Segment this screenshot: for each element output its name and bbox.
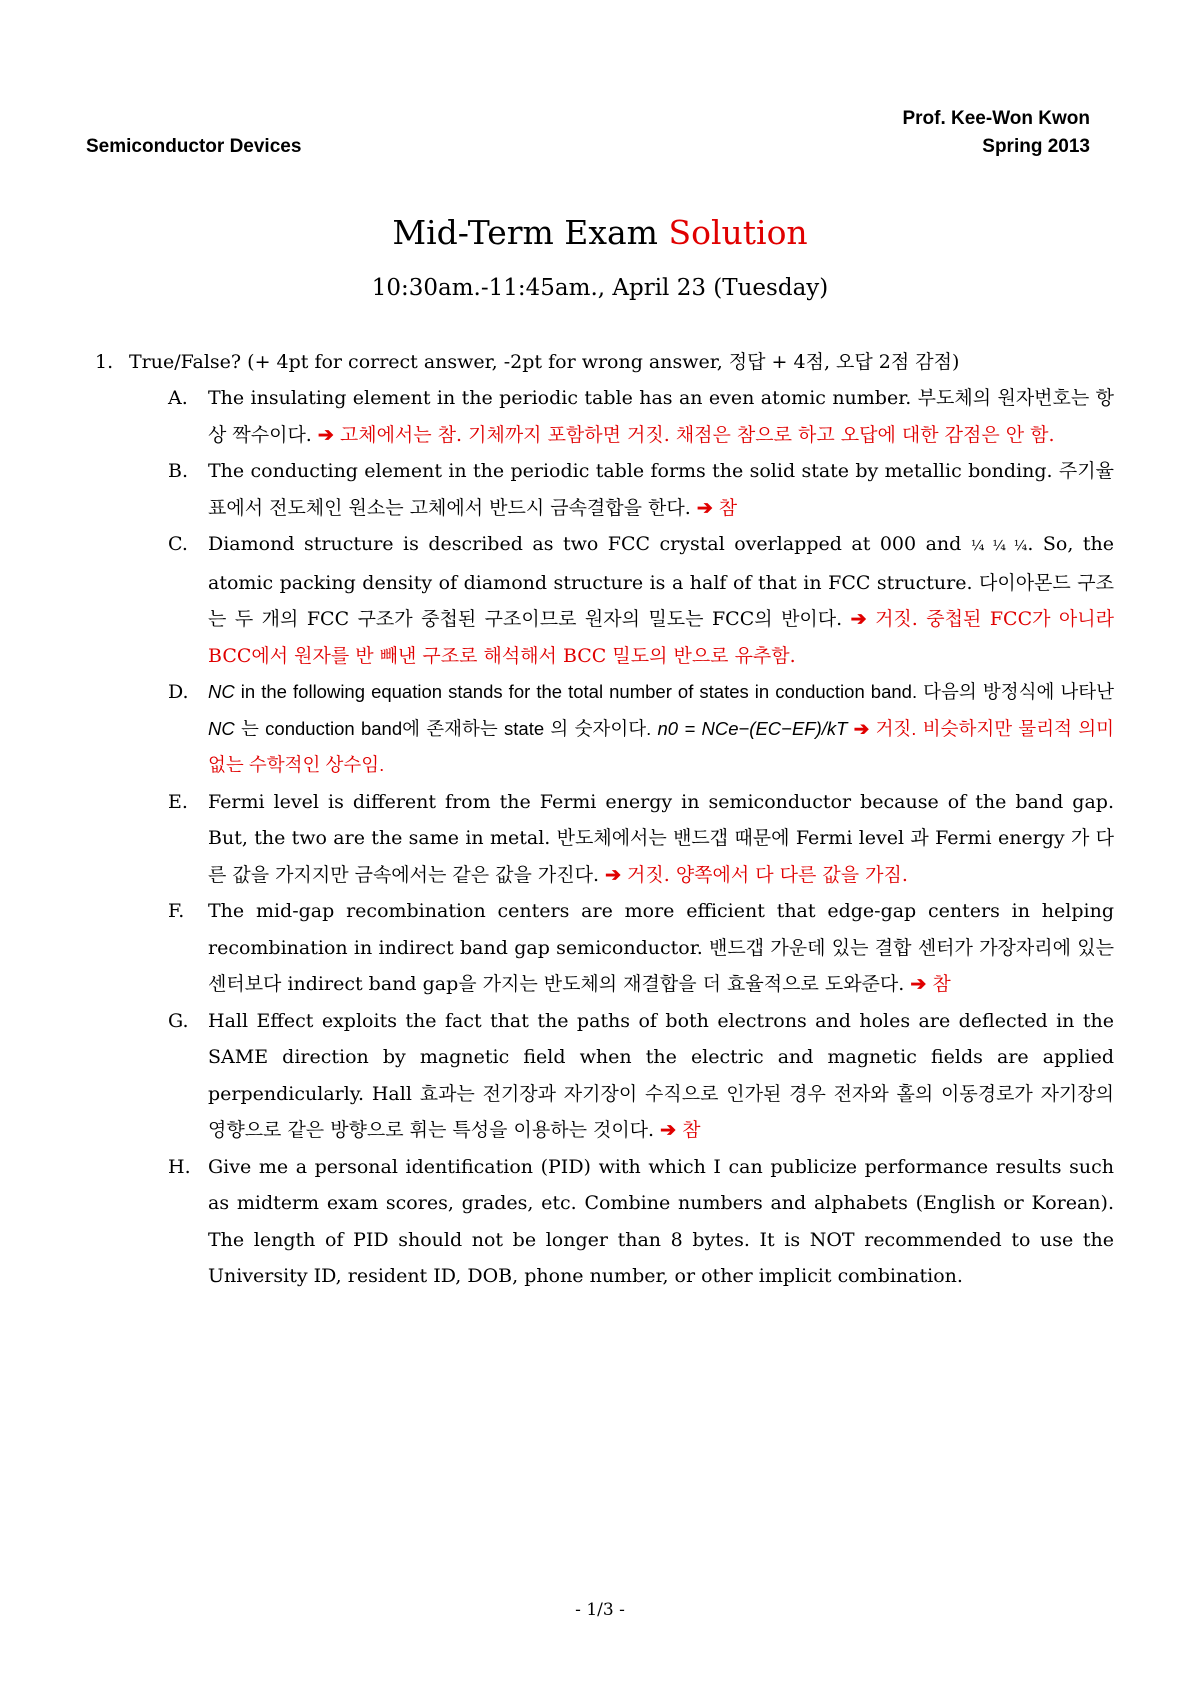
- title-highlight: Solution: [668, 213, 808, 252]
- page-number: - 1/3 -: [575, 1600, 625, 1620]
- page-title: [0, 213, 1200, 252]
- item-text: Hall Effect exploits the fact that the paths of both electrons and holes are deflected in the SAME direction by magnetic field when the electric and magnetic fields are applied perpendicularly. Hall 효과는 전기장과 자기장이 수직으로 인가된 경우 전자와 홀의 이동경로가 자기장의 영향으로 같은 방향으로 휘는 특성을 이용하는 것이다.: [208, 1009, 1114, 1141]
- list-item-a: [168, 380, 1114, 453]
- item-label: B.: [168, 460, 189, 482]
- question-text: True/False? (+ 4pt for correct answer, -2pt for wrong answer, 정답 + 4점, 오답 2점 감점): [129, 351, 960, 373]
- answer-arrow-icon: ➔: [850, 608, 867, 630]
- item-text-after: . So, the atomic packing density of diamond structure is a half of that in FCC structure. 다이아몬드 구조는 두 개의 FCC 구조가 중첩된 구조이므로 원자의 밀도는 FCC의 반이다.: [208, 533, 1115, 630]
- equation: n0 = NCe−(EC−EF)/kT: [657, 717, 848, 739]
- list-item-h: [168, 1149, 1114, 1295]
- fraction-label: ¼ ¼ ¼: [970, 538, 1028, 554]
- item-answer: 참: [932, 973, 951, 995]
- item-label: H.: [168, 1155, 191, 1178]
- answer-arrow-icon: ➔: [660, 1119, 677, 1141]
- term-label: Spring 2013: [982, 136, 1090, 157]
- answer-arrow-icon: ➔: [317, 423, 334, 446]
- item-answer: 고체에서는 참. 기체까지 포함하면 거짓. 채점은 참으로 하고 오답에 대한 감점은 안 함.: [339, 423, 1055, 446]
- nc-symbol: NC: [208, 717, 235, 739]
- title-main: Mid-Term Exam: [392, 213, 658, 252]
- item-answer: 참: [682, 1119, 701, 1141]
- item-answer: 거짓. 양쪽에서 다 다른 값을 가짐.: [627, 863, 908, 886]
- item-answer: 참: [718, 496, 738, 519]
- item-label: A.: [168, 387, 188, 409]
- answer-arrow-icon: ➔: [696, 496, 713, 519]
- item-label: D.: [168, 681, 189, 703]
- list-item-d: [168, 674, 1114, 784]
- professor-name: Prof. Kee-Won Kwon: [902, 108, 1090, 129]
- item-text-1: in the following equation stands for the total number of states in conduction band. 다음의 방정식에 나타난: [234, 681, 1114, 702]
- list-item-b: [168, 453, 1114, 526]
- item-text: The conducting element in the periodic table forms the solid state by metallic bonding. 주기율표에서 전도체인 원소는 고체에서 반드시 금속결합을 한다.: [208, 460, 1114, 519]
- exam-time: 10:30am.-11:45am., April 23 (Tuesday): [371, 275, 829, 301]
- item-text: The insulating element in the periodic table has an even atomic number. 부도체의 원자번호는 항상 짝수이다.: [208, 387, 1114, 446]
- answer-arrow-icon: ➔: [605, 863, 621, 886]
- item-label: C.: [168, 533, 188, 555]
- item-text: Give me a personal identification (PID) with which I can publicize performance results such as midterm exam scores, grades, etc. Combine numbers and alphabets (English or Korean). The length of PID should not be longer than 8 bytes. It is NOT recommended to use the University ID, resident ID, DOB, phone number, or other implicit combination.: [208, 1155, 1114, 1287]
- item-text-before: Diamond structure is described as two FCC crystal overlapped at 000 and: [208, 533, 962, 555]
- item-text: Fermi level is different from the Fermi energy in semiconductor because of the band gap. But, the two are the same in metal. 반도체에서는 밴드갭 때문에 Fermi level 과 Fermi energy 가 다른 값을 가지지만 금속에서는 같은 값을 가진다.: [208, 790, 1114, 886]
- item-label: F.: [168, 900, 185, 922]
- item-answer: 거짓. 중첩된 FCC가 아니라 BCC에서 원자를 반 빼낸 구조로 해석해서 BCC 밀도의 반으로 유추함.: [208, 608, 1114, 667]
- item-label: E.: [168, 790, 188, 813]
- list-item-g: [168, 1003, 1114, 1149]
- item-text-2: 는 conduction band에 존재하는 state 의 숫자이다.: [234, 717, 652, 739]
- nc-symbol: NC: [208, 681, 235, 702]
- item-answer: 거짓. 비슷하지만 물리적 의미없는 수학적인 상수임.: [208, 717, 1115, 775]
- list-item-f: [168, 893, 1114, 1003]
- item-label: G.: [168, 1009, 189, 1032]
- list-item-c: [168, 526, 1114, 674]
- answer-arrow-icon: ➔: [853, 717, 870, 739]
- answer-list: [168, 380, 1114, 1295]
- list-item-e: [168, 784, 1114, 894]
- item-text: The mid-gap recombination centers are more efficient that edge-gap centers in helping recombination in indirect band gap semiconductor. 밴드갭 가운데 있는 결합 센터가 가장자리에 있는 센터보다 indirect band gap을 가지는 반도체의 재결합을 더 효율적으로 도와준다.: [208, 900, 1114, 995]
- question-number: 1.: [95, 351, 114, 373]
- course-name: Semiconductor Devices: [86, 136, 302, 157]
- answer-arrow-icon: ➔: [910, 973, 927, 995]
